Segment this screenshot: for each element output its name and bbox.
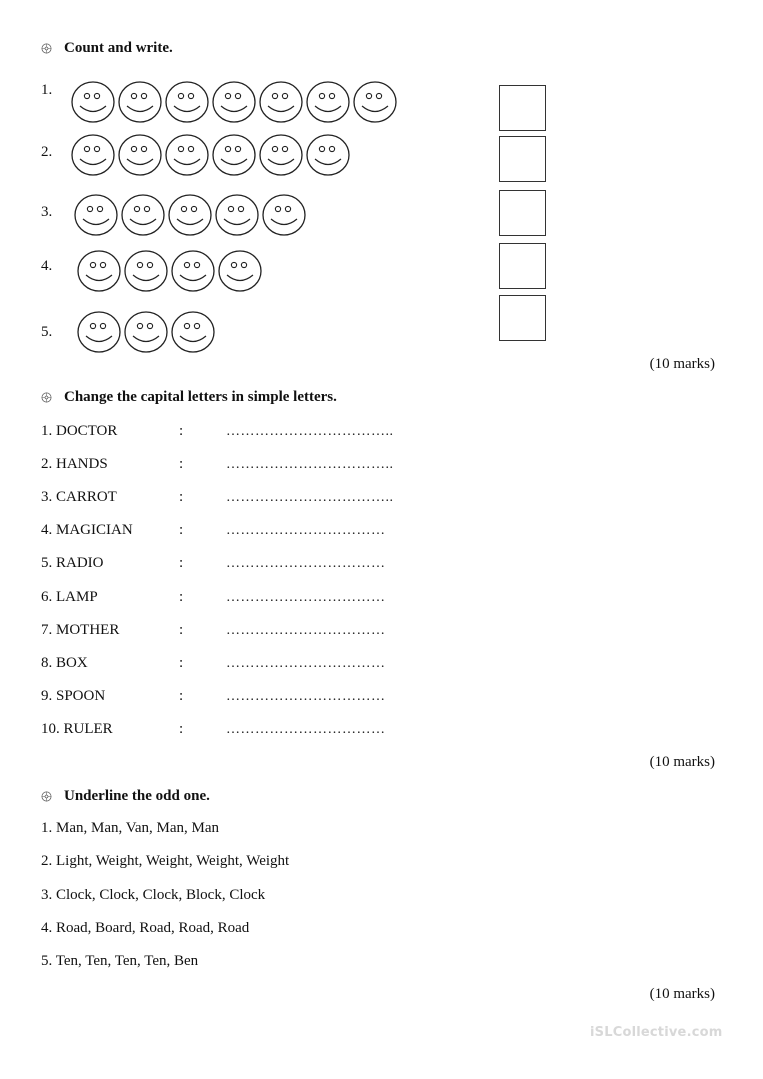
flower-bullet-icon	[41, 392, 52, 403]
colon: :	[179, 589, 184, 605]
smiley-face-icon	[123, 248, 169, 294]
flower-bullet-icon	[41, 43, 52, 54]
answer-blank[interactable]: ……………………………	[226, 590, 386, 605]
word-label: 1. DOCTOR	[41, 423, 118, 439]
answer-box-5[interactable]	[499, 295, 546, 341]
smiley-face-icon	[211, 79, 257, 125]
word-label: 6. LAMP	[41, 589, 98, 605]
colon: :	[179, 622, 184, 638]
smiley-face-icon	[70, 79, 116, 125]
answer-blank[interactable]: ……………………………	[226, 689, 386, 704]
smiley-face-icon	[73, 192, 119, 238]
colon: :	[179, 456, 184, 472]
smiley-face-icon	[258, 79, 304, 125]
answer-blank[interactable]: ……………………………	[226, 722, 386, 737]
section2-marks: (10 marks)	[649, 754, 715, 770]
odd-one-item[interactable]: 4. Road, Board, Road, Road, Road	[41, 920, 250, 936]
answer-blank[interactable]: ……………………………	[226, 623, 386, 638]
word-label: 10. RULER	[41, 721, 113, 737]
section2-heading: Change the capital letters in simple letters.	[64, 389, 337, 405]
smiley-face-icon	[258, 132, 304, 178]
colon: :	[179, 489, 184, 505]
item3-number: 3.	[41, 204, 53, 220]
smiley-face-icon	[120, 192, 166, 238]
answer-box-1[interactable]	[499, 85, 546, 131]
colon: :	[179, 655, 184, 671]
smiley-face-icon	[261, 192, 307, 238]
section3-heading: Underline the odd one.	[64, 788, 210, 804]
smiley-face-icon	[76, 248, 122, 294]
answer-box-3[interactable]	[499, 190, 546, 236]
flower-bullet-icon	[41, 791, 52, 802]
item4-number: 4.	[41, 258, 53, 274]
odd-one-item[interactable]: 1. Man, Man, Van, Man, Man	[41, 820, 220, 836]
word-label: 8. BOX	[41, 655, 88, 671]
colon: :	[179, 522, 184, 538]
smiley-face-icon	[305, 132, 351, 178]
colon: :	[179, 688, 184, 704]
answer-blank[interactable]: ……………………………	[226, 656, 386, 671]
odd-one-item[interactable]: 2. Light, Weight, Weight, Weight, Weight	[41, 853, 290, 869]
odd-one-item[interactable]: 5. Ten, Ten, Ten, Ten, Ben	[41, 953, 199, 969]
answer-blank[interactable]: ……………………………..	[226, 457, 394, 472]
odd-one-item[interactable]: 3. Clock, Clock, Clock, Block, Clock	[41, 887, 266, 903]
smiley-face-icon	[217, 248, 263, 294]
smiley-face-icon	[211, 132, 257, 178]
section3-marks: (10 marks)	[649, 986, 715, 1002]
smiley-face-icon	[76, 309, 122, 355]
item5-number: 5.	[41, 324, 53, 340]
word-label: 3. CARROT	[41, 489, 117, 505]
word-label: 2. HANDS	[41, 456, 108, 472]
smiley-face-icon	[164, 79, 210, 125]
section1-heading: Count and write.	[64, 40, 173, 56]
answer-box-2[interactable]	[499, 136, 546, 182]
word-label: 9. SPOON	[41, 688, 106, 704]
watermark: iSLCollective.com	[590, 1025, 723, 1040]
colon: :	[179, 555, 184, 571]
smiley-face-icon	[167, 192, 213, 238]
colon: :	[179, 423, 184, 439]
answer-blank[interactable]: ……………………………	[226, 523, 386, 538]
smiley-face-icon	[352, 79, 398, 125]
smiley-face-icon	[164, 132, 210, 178]
answer-blank[interactable]: ……………………………	[226, 556, 386, 571]
smiley-face-icon	[123, 309, 169, 355]
word-label: 7. MOTHER	[41, 622, 120, 638]
smiley-face-icon	[70, 132, 116, 178]
answer-blank[interactable]: ……………………………..	[226, 490, 394, 505]
word-label: 4. MAGICIAN	[41, 522, 133, 538]
smiley-face-icon	[117, 132, 163, 178]
section1-marks: (10 marks)	[649, 356, 715, 372]
smiley-face-icon	[170, 309, 216, 355]
item2-number: 2.	[41, 144, 53, 160]
answer-blank[interactable]: ……………………………..	[226, 424, 394, 439]
answer-box-4[interactable]	[499, 243, 546, 289]
smiley-face-icon	[305, 79, 351, 125]
smiley-face-icon	[117, 79, 163, 125]
colon: :	[179, 721, 184, 737]
item1-number: 1.	[41, 82, 53, 98]
word-label: 5. RADIO	[41, 555, 104, 571]
smiley-face-icon	[170, 248, 216, 294]
smiley-face-icon	[214, 192, 260, 238]
